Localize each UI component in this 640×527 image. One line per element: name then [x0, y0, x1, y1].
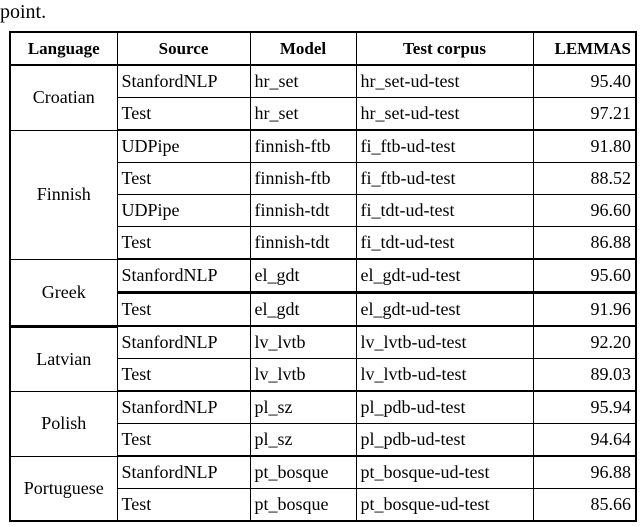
corpus-cell: pt_bosque-ud-test: [356, 456, 533, 489]
lemmas-cell: 95.94: [533, 391, 636, 424]
lemmas-cell: 91.80: [533, 130, 636, 163]
model-cell: finnish-ftb: [250, 130, 356, 163]
corpus-cell: fi_tdt-ud-test: [356, 195, 533, 227]
lemmas-cell: 96.88: [533, 456, 636, 489]
header-language: Language: [10, 32, 117, 65]
lemmas-cell: 86.88: [533, 227, 636, 260]
corpus-cell: hr_set-ud-test: [356, 65, 533, 98]
lemmas-cell: 94.64: [533, 424, 636, 457]
corpus-cell: fi_ftb-ud-test: [356, 130, 533, 163]
language-cell: Greek: [10, 259, 117, 326]
source-cell: Test: [117, 163, 250, 195]
header-source: Source: [117, 32, 250, 65]
model-cell: lv_lvtb: [250, 359, 356, 392]
header-model: Model: [250, 32, 356, 65]
corpus-cell: hr_set-ud-test: [356, 98, 533, 131]
corpus-cell: pt_bosque-ud-test: [356, 489, 533, 522]
table-row: [10, 259, 636, 293]
lemmas-cell: 95.40: [533, 65, 636, 98]
lemmas-cell: 85.66: [533, 489, 636, 522]
source-cell: StanfordNLP: [117, 391, 250, 424]
intro-text: point.: [0, 1, 47, 23]
corpus-cell: pl_pdb-ud-test: [356, 424, 533, 457]
language-cell: Croatian: [10, 65, 117, 130]
source-cell: Test: [117, 359, 250, 392]
table-row: [10, 456, 636, 489]
lemmas-table: [9, 31, 637, 522]
table-row: [10, 326, 636, 359]
table-row: [10, 391, 636, 424]
table-body: [10, 65, 636, 521]
source-cell: Test: [117, 227, 250, 260]
source-cell: UDPipe: [117, 130, 250, 163]
source-cell: StanfordNLP: [117, 65, 250, 98]
model-cell: lv_lvtb: [250, 326, 356, 359]
corpus-cell: el_gdt-ud-test: [356, 259, 533, 293]
source-cell: StanfordNLP: [117, 259, 250, 293]
corpus-cell: lv_lvtb-ud-test: [356, 326, 533, 359]
table-row: [10, 65, 636, 98]
header-row: [10, 32, 636, 65]
lemmas-cell: 88.52: [533, 163, 636, 195]
header-lemmas: LEMMAS: [533, 32, 636, 65]
corpus-cell: fi_ftb-ud-test: [356, 163, 533, 195]
source-cell: Test: [117, 98, 250, 131]
lemmas-cell: 96.60: [533, 195, 636, 227]
table-row: [10, 130, 636, 163]
lemmas-cell: 91.96: [533, 293, 636, 327]
corpus-cell: el_gdt-ud-test: [356, 293, 533, 327]
source-cell: Test: [117, 489, 250, 522]
model-cell: hr_set: [250, 65, 356, 98]
model-cell: finnish-tdt: [250, 227, 356, 260]
source-cell: UDPipe: [117, 195, 250, 227]
corpus-cell: pl_pdb-ud-test: [356, 391, 533, 424]
model-cell: pl_sz: [250, 391, 356, 424]
header-test-corpus: Test corpus: [356, 32, 533, 65]
language-cell: Polish: [10, 391, 117, 456]
lemmas-cell: 89.03: [533, 359, 636, 392]
model-cell: finnish-tdt: [250, 195, 356, 227]
language-cell: Portuguese: [10, 456, 117, 521]
lemmas-cell: 95.60: [533, 259, 636, 293]
model-cell: el_gdt: [250, 293, 356, 327]
model-cell: hr_set: [250, 98, 356, 131]
source-cell: StanfordNLP: [117, 456, 250, 489]
corpus-cell: fi_tdt-ud-test: [356, 227, 533, 260]
lemmas-cell: 97.21: [533, 98, 636, 131]
model-cell: finnish-ftb: [250, 163, 356, 195]
model-cell: pt_bosque: [250, 456, 356, 489]
model-cell: pt_bosque: [250, 489, 356, 522]
lemmas-cell: 92.20: [533, 326, 636, 359]
source-cell: Test: [117, 293, 250, 327]
language-cell: Latvian: [10, 326, 117, 391]
corpus-cell: lv_lvtb-ud-test: [356, 359, 533, 392]
source-cell: StanfordNLP: [117, 326, 250, 359]
source-cell: Test: [117, 424, 250, 457]
model-cell: el_gdt: [250, 259, 356, 293]
language-cell: Finnish: [10, 130, 117, 259]
model-cell: pl_sz: [250, 424, 356, 457]
